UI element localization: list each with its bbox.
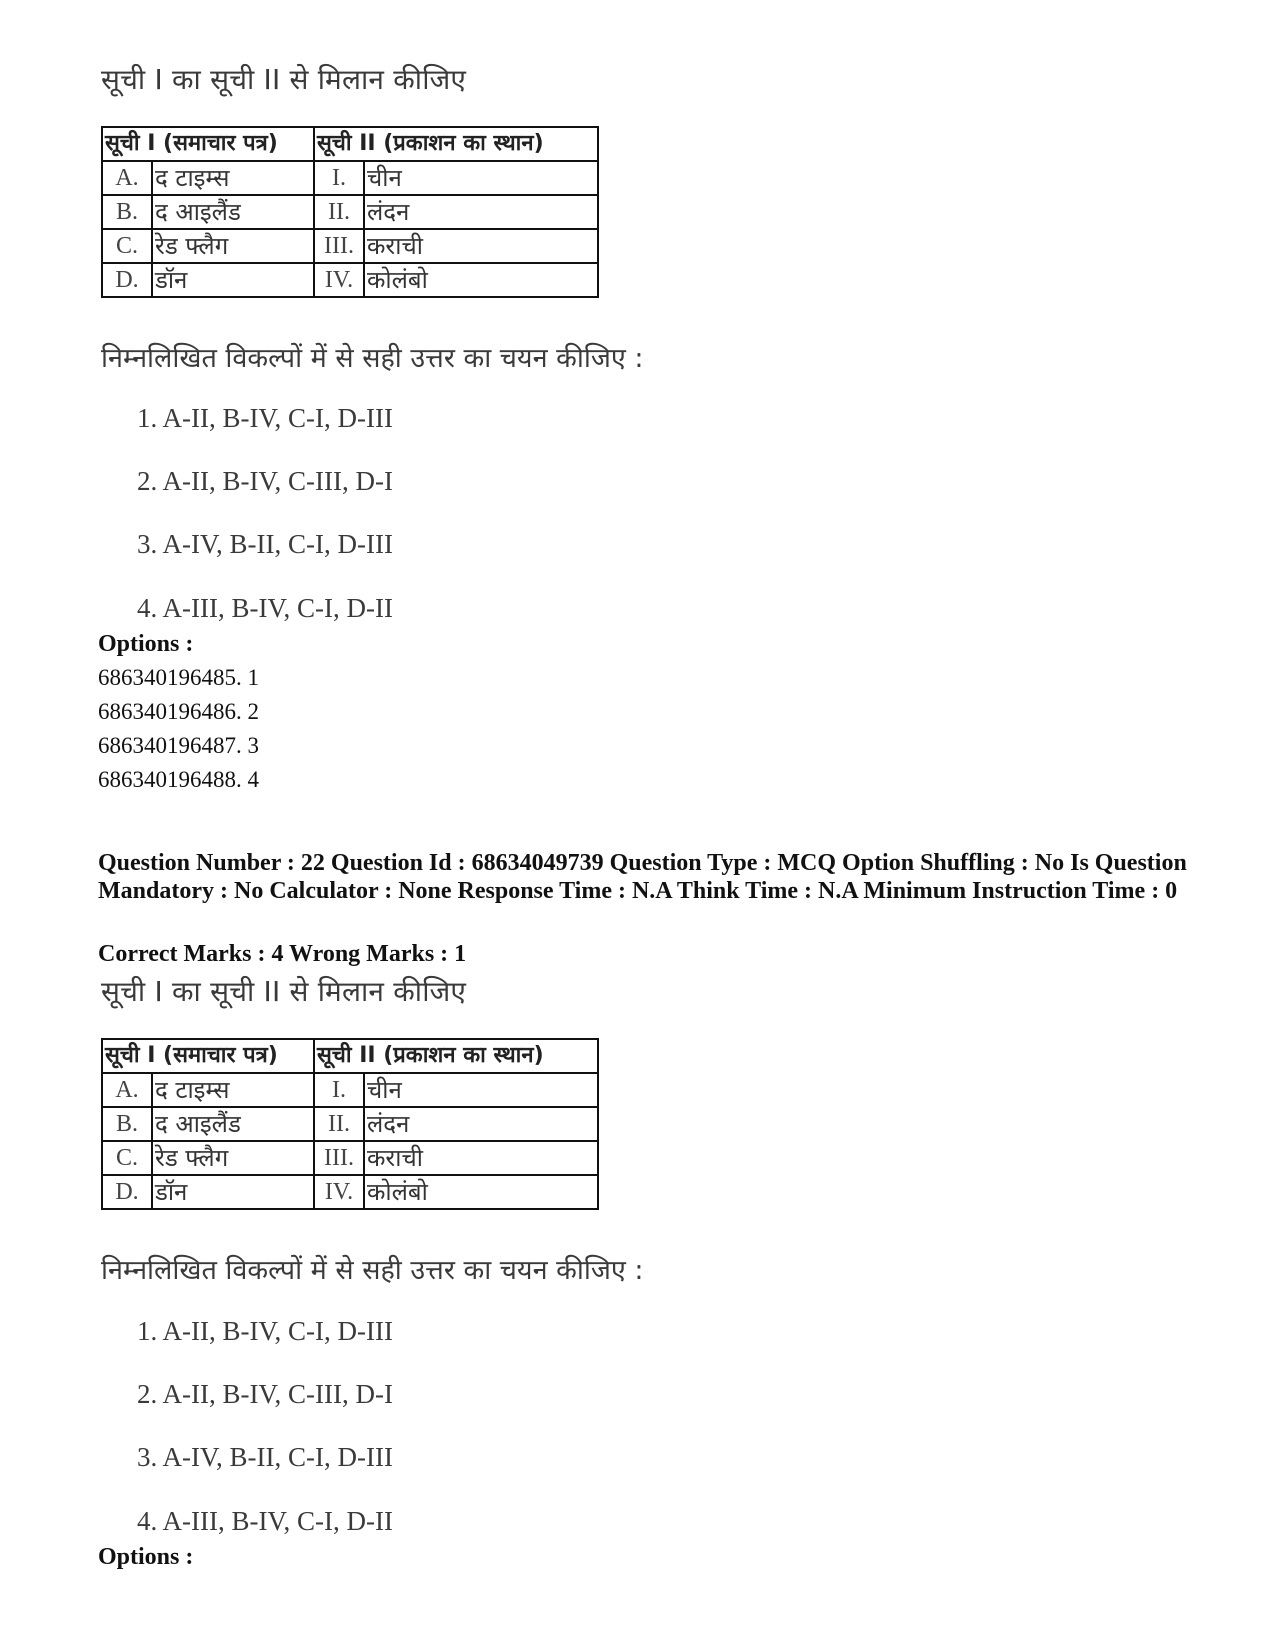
q1-option-1: 686340196485. 1 (98, 665, 259, 690)
list2-value: लंदन (364, 1107, 598, 1141)
q1-instruction: निम्नलिखित विकल्पों में से सही उत्तर का चयन कीजिए : (101, 343, 644, 374)
list2-value: कराची (364, 1141, 598, 1175)
list1-value: द आइलैंड (152, 1107, 314, 1141)
list2-header: सूची II (प्रकाशन का स्थान) (314, 127, 598, 161)
table-row (102, 229, 598, 263)
q1-options-label: Options : (98, 631, 194, 657)
list2-key: IV. (314, 1175, 364, 1209)
table-row (102, 195, 598, 229)
list1-value: डॉन (152, 1175, 314, 1209)
list1-value: डॉन (152, 263, 314, 297)
list2-key: III. (314, 1141, 364, 1175)
list2-key: I. (314, 1073, 364, 1107)
q1-option-2: 686340196486. 2 (98, 699, 259, 724)
list1-key: B. (102, 195, 152, 229)
table-row (102, 1107, 598, 1141)
q2-choice-2: 2. A-II, B-IV, C-III, D-I (137, 1379, 393, 1409)
list1-key: B. (102, 1107, 152, 1141)
table-row (102, 1141, 598, 1175)
q2-marks: Correct Marks : 4 Wrong Marks : 1 (98, 941, 467, 967)
list2-value: कोलंबो (364, 1175, 598, 1209)
list2-value: कराची (364, 229, 598, 263)
q1-choice-2: 2. A-II, B-IV, C-III, D-I (137, 466, 393, 496)
q1-choice-3: 3. A-IV, B-II, C-I, D-III (137, 529, 393, 559)
q2-heading: सूची I का सूची II से मिलान कीजिए (101, 975, 467, 1008)
table-row (102, 1175, 598, 1209)
table-row (102, 161, 598, 195)
list2-key: II. (314, 1107, 364, 1141)
list1-value: रेड फ्लैग (152, 229, 314, 263)
list1-header: सूची I (समाचार पत्र) (102, 127, 314, 161)
table-row (102, 263, 598, 297)
list2-header: सूची II (प्रकाशन का स्थान) (314, 1039, 598, 1073)
q1-option-3: 686340196487. 3 (98, 733, 259, 758)
list1-key: C. (102, 229, 152, 263)
q1-choice-1: 1. A-II, B-IV, C-I, D-III (137, 403, 393, 433)
q1-heading: सूची I का सूची II से मिलान कीजिए (101, 63, 467, 96)
q2-choice-4: 4. A-III, B-IV, C-I, D-II (137, 1506, 393, 1536)
q1-option-4: 686340196488. 4 (98, 767, 259, 792)
list2-value: कोलंबो (364, 263, 598, 297)
list1-value: द टाइम्स (152, 161, 314, 195)
q2-choice-1: 1. A-II, B-IV, C-I, D-III (137, 1316, 393, 1346)
list2-key: II. (314, 195, 364, 229)
list2-key: IV. (314, 263, 364, 297)
list1-key: A. (102, 161, 152, 195)
q1-match-table (101, 126, 599, 298)
q2-instruction: निम्नलिखित विकल्पों में से सही उत्तर का चयन कीजिए : (101, 1255, 644, 1286)
q2-match-table (101, 1038, 599, 1210)
list1-header: सूची I (समाचार पत्र) (102, 1039, 314, 1073)
table-header-row (102, 1039, 598, 1073)
list2-value: चीन (364, 161, 598, 195)
list2-key: III. (314, 229, 364, 263)
list2-value: लंदन (364, 195, 598, 229)
list1-value: द आइलैंड (152, 195, 314, 229)
q2-meta: Question Number : 22 Question Id : 68634049739 Question Type : MCQ Option Shuffling : No Is Question Mandatory : No Calculator : None Response Time : N.A Think Time : N.A Minimum Instruction Time : 0 (98, 850, 1187, 904)
list1-key: A. (102, 1073, 152, 1107)
list1-key: D. (102, 263, 152, 297)
q2-options-label: Options : (98, 1544, 194, 1570)
q2-choice-3: 3. A-IV, B-II, C-I, D-III (137, 1442, 393, 1472)
list1-value: रेड फ्लैग (152, 1141, 314, 1175)
list1-key: C. (102, 1141, 152, 1175)
list2-value: चीन (364, 1073, 598, 1107)
list2-key: I. (314, 161, 364, 195)
q1-choice-4: 4. A-III, B-IV, C-I, D-II (137, 593, 393, 623)
list1-value: द टाइम्स (152, 1073, 314, 1107)
table-row (102, 1073, 598, 1107)
list1-key: D. (102, 1175, 152, 1209)
table-header-row (102, 127, 598, 161)
